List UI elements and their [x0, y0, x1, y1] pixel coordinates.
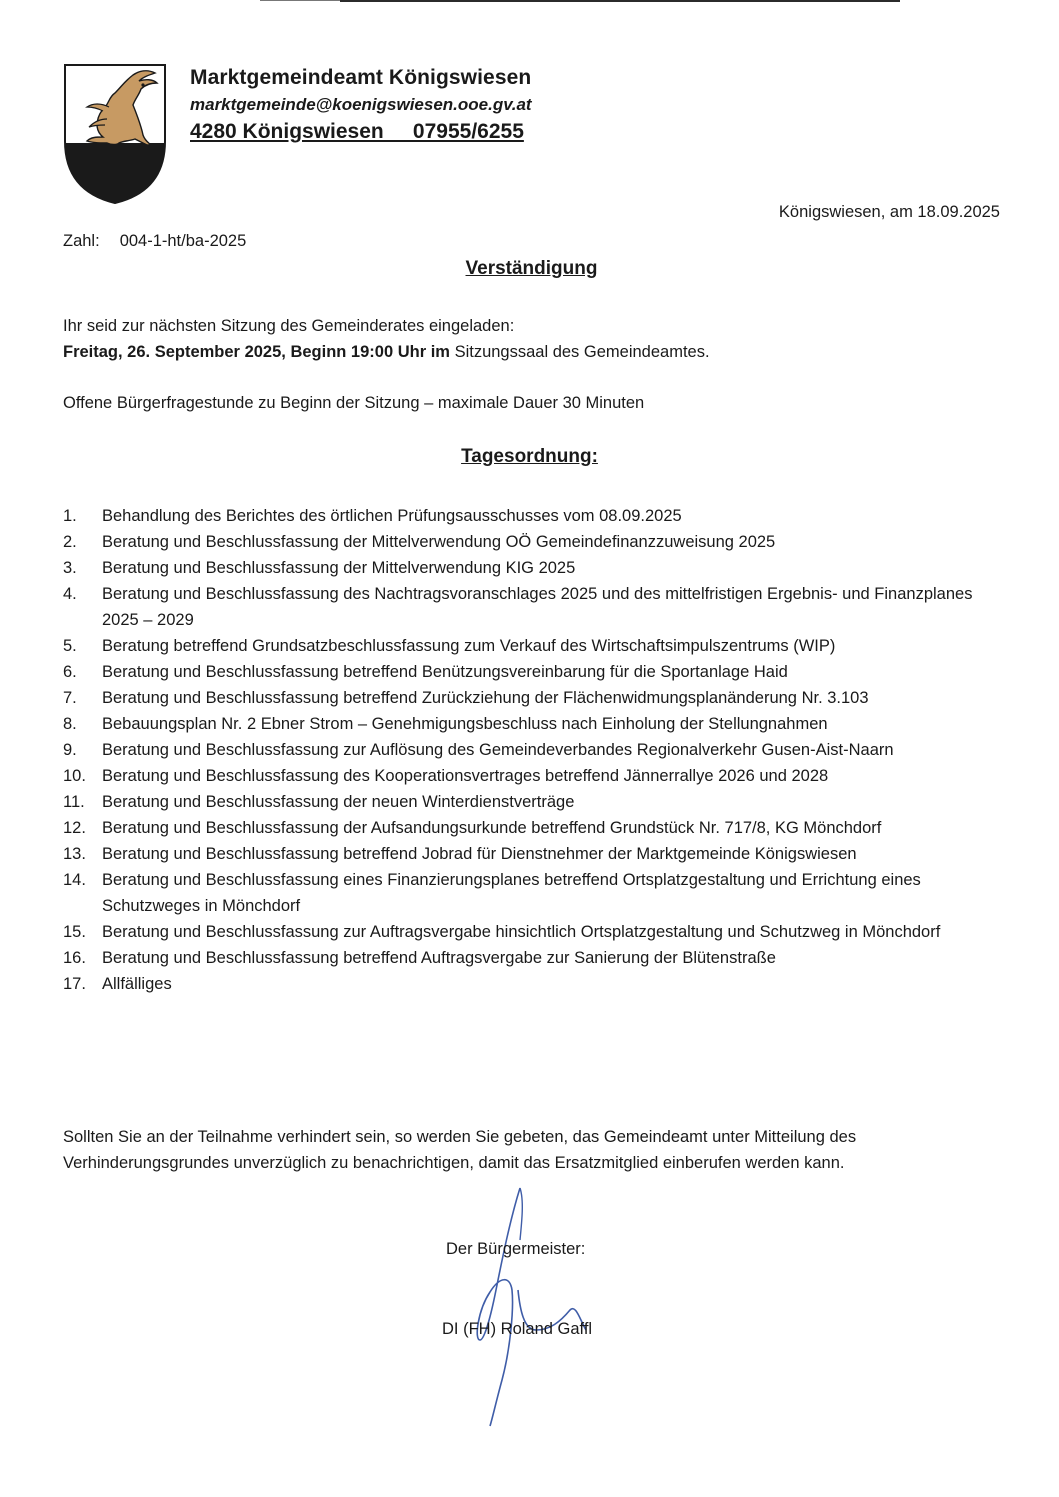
agenda-item — [63, 711, 1008, 737]
agenda-item-text: Beratung und Beschlussfassung betreffend Auftragsvergabe zur Sanierung der Blütenstraße — [102, 949, 776, 967]
handwritten-signature — [440, 1180, 620, 1430]
signatory-name: DI (FH) Roland Gaffl — [442, 1320, 593, 1338]
agenda-item-number: 8. — [63, 715, 77, 733]
document-date: Königswiesen, am 18.09.2025 — [778, 203, 1000, 221]
agenda-item-text: Beratung und Beschlussfassung betreffend Zurückziehung der Flächenwidmungsplanänderung Nr. 3.103 — [102, 689, 869, 707]
signatory-title: Der Bürgermeister: — [446, 1240, 586, 1258]
agenda-list — [63, 503, 1008, 997]
invitation-line-2 — [63, 339, 710, 365]
coat-of-arms-icon — [63, 63, 167, 205]
agenda-item — [63, 659, 1008, 685]
agenda-item-text: Bebauungsplan Nr. 2 Ebner Strom – Genehmigungsbeschluss nach Einholung der Stellungnahmen — [102, 715, 828, 733]
agenda-item-text: Beratung und Beschlussfassung eines Finanzierungsplanes betreffend Ortsplatzgestaltung und Errichtung eines Schutzweges in Mönchdorf — [102, 871, 921, 915]
office-name: Marktgemeindeamt Königswiesen — [190, 66, 532, 89]
agenda-item-text: Beratung und Beschlussfassung der Mittelverwendung OÖ Gemeindefinanzzuweisung 2025 — [102, 533, 776, 551]
agenda-item — [63, 867, 1008, 919]
office-address: 4280 Königswiesen 07955/6255 — [190, 120, 524, 143]
agenda-item-text: Beratung und Beschlussfassung zur Auftragsvergabe hinsichtlich Ortsplatzgestaltung und Schutzweg in Mönchdorf — [102, 923, 941, 941]
agenda-item-number: 13. — [63, 845, 86, 863]
agenda-item-number: 5. — [63, 637, 77, 655]
reference-value: 004-1-ht/ba-2025 — [119, 232, 247, 250]
agenda-item — [63, 919, 1008, 945]
agenda-item-number: 9. — [63, 741, 77, 759]
agenda-item — [63, 737, 1008, 763]
agenda-item — [63, 529, 1008, 555]
agenda-item-text: Beratung und Beschlussfassung zur Auflösung des Gemeindeverbandes Regionalverkehr Gusen-Aist-Naarn — [102, 741, 894, 759]
agenda-item-text: Beratung und Beschlussfassung des Kooperationsvertrages betreffend Jännerrallye 2026 und 2028 — [102, 767, 829, 785]
agenda-item — [63, 971, 1008, 997]
agenda-item-number: 15. — [63, 923, 86, 941]
scan-edge-mark — [260, 0, 340, 1]
agenda-item-number: 2. — [63, 533, 77, 551]
agenda-item-number: 6. — [63, 663, 77, 681]
agenda-item — [63, 581, 1008, 633]
agenda-item-text: Beratung und Beschlussfassung der Aufsandungsurkunde betreffend Grundstück Nr. 717/8, KG Mönchdorf — [102, 819, 882, 837]
agenda-item-number: 17. — [63, 975, 86, 993]
agenda-item — [63, 685, 1008, 711]
office-email: marktgemeinde@koenigswiesen.ooe.gv.at — [190, 95, 532, 114]
agenda-heading: Tagesordnung: — [461, 446, 598, 467]
meeting-datetime: Freitag, 26. September 2025, Beginn 19:00 Uhr im — [63, 343, 450, 361]
agenda-item-text: Beratung betreffend Grundsatzbeschlussfassung zum Verkauf des Wirtschaftsimpulszentrums (WIP) — [102, 637, 836, 655]
question-hour-note: Offene Bürgerfragestunde zu Beginn der Sitzung – maximale Dauer 30 Minuten — [63, 394, 645, 412]
agenda-item-number: 4. — [63, 585, 77, 603]
agenda-item-text: Allfälliges — [102, 975, 172, 993]
agenda-item — [63, 763, 1008, 789]
agenda-item — [63, 789, 1008, 815]
agenda-item-text: Beratung und Beschlussfassung betreffend Benützungsvereinbarung für die Sportanlage Haid — [102, 663, 788, 681]
scan-edge-line — [340, 0, 900, 2]
agenda-item — [63, 841, 1008, 867]
letterhead — [190, 66, 532, 144]
agenda-item-number: 7. — [63, 689, 77, 707]
closing-paragraph: Sollten Sie an der Teilnahme verhindert sein, so werden Sie gebeten, das Gemeindeamt unter Mitteilung des Verhinderungsgrundes unverzüglich zu benachrichtigen, damit das Ersatzmitglied einberufen werden kann. — [63, 1128, 857, 1172]
meeting-location: Sitzungssaal des Gemeindeamtes. — [449, 343, 710, 361]
agenda-item-number: 10. — [63, 767, 86, 785]
agenda-item-text: Beratung und Beschlussfassung betreffend Jobrad für Dienstnehmer der Marktgemeinde Königswiesen — [102, 845, 857, 863]
agenda-item-number: 3. — [63, 559, 77, 577]
invitation-paragraph — [63, 313, 710, 365]
agenda-item — [63, 633, 1008, 659]
agenda-item-number: 12. — [63, 819, 86, 837]
agenda-item-text: Beratung und Beschlussfassung der neuen Winterdienstverträge — [102, 793, 575, 811]
invitation-line-1: Ihr seid zur nächsten Sitzung des Gemeinderates eingeladen: — [63, 317, 515, 335]
agenda-item-text: Beratung und Beschlussfassung der Mittelverwendung KIG 2025 — [102, 559, 576, 577]
reference-number — [63, 232, 246, 251]
agenda-item-number: 11. — [63, 793, 85, 811]
reference-label: Zahl: — [63, 232, 100, 250]
agenda-item-text: Behandlung des Berichtes des örtlichen Prüfungsausschusses vom 08.09.2025 — [102, 507, 682, 525]
agenda-item-number: 16. — [63, 949, 86, 967]
agenda-item-number: 14. — [63, 871, 86, 889]
agenda-item-text: Beratung und Beschlussfassung des Nachtragsvoranschlages 2025 und des mittelfristigen Ergebnis- und Finanzplanes 2025 – 2029 — [102, 585, 973, 629]
agenda-item — [63, 503, 1008, 529]
document-heading: Verständigung — [465, 258, 598, 279]
agenda-item — [63, 815, 1008, 841]
agenda-item — [63, 555, 1008, 581]
agenda-item — [63, 945, 1008, 971]
agenda-item-number: 1. — [63, 507, 77, 525]
